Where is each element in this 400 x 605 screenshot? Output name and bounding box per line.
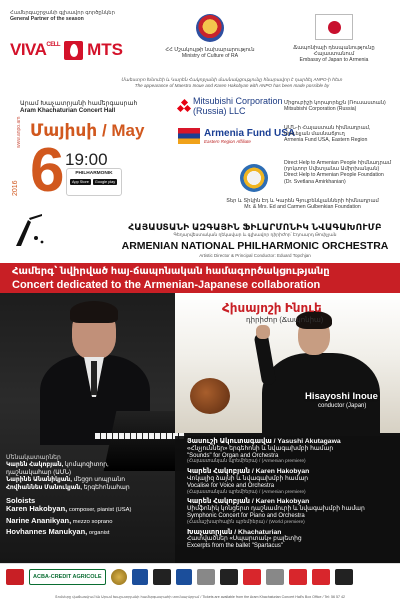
general-partner-label <box>10 10 140 22</box>
date-month: Մայիսի / May <box>30 121 145 140</box>
performers-photo-section <box>0 293 400 563</box>
dark-logo-icon <box>153 569 171 585</box>
viva-mts-logo <box>10 40 123 60</box>
orchestra-director-am: Գեղարվեստական ղեկավար և գլխավոր դիրիժոր՝ Էդուարդ Թոփչյան <box>173 232 337 237</box>
embassy-am-2: Հայաստանում <box>313 51 355 58</box>
conductor-name-en: Hisayoshi Inoue <box>305 391 378 402</box>
grey-logo-icon-2 <box>266 569 284 585</box>
general-partner-am: Համերգաշրջանի գլխավոր գործընկեր <box>10 10 115 16</box>
blue-logo-icon-2 <box>176 569 192 585</box>
poster-header <box>0 0 400 282</box>
soloist-am-1: Կարեն Հակոբյան, կոմպոզիտոր, <box>6 462 109 469</box>
hall-am: Արամ Խաչատրյանի համերգասրահ <box>20 100 138 107</box>
program-item: Կարեն Հակոբյան / Karen Hakobyan Սիմֆոնիկ կոնցերտ դաշնամուրի և նվագախմբի համար Symphonic Concert for Piano and Orchestra (Համաշխարհային պրեմիերա) / (World premiere) <box>187 498 365 525</box>
red-logo-icon-2 <box>289 569 307 585</box>
armenia-fund-usa-logo <box>178 128 295 144</box>
note-en: The appearance of Maestro Inoue and Karen Hakobyan with ANPO has been made possible by <box>134 82 330 88</box>
soloist-en-1: Karen Hakobyan, composer, pianist (USA) <box>6 504 132 514</box>
hall-en: Aram Khachaturian Concert Hall <box>20 107 116 115</box>
mitsubishi-en: Mitsubishi Corporation (Russia) <box>284 106 357 113</box>
direct-help-am: Direct Help to Armenian People հիմնադրամ <box>284 160 392 166</box>
concert-hall <box>20 100 137 115</box>
date-year: 2016 <box>12 180 19 196</box>
direct-help-en-2: (Dr. Svetlana Amirkhanian) <box>284 178 346 185</box>
grey-logo-icon <box>197 569 215 585</box>
direct-help-am-2: (դոկտոր Սվետլանա Ամիրխանյան) <box>284 166 380 173</box>
orchestra-name-am: ՀԱՅԱՍՏԱՆԻ ԱԶԳԱՅԻՆ ՖԻԼԱՐՄՈՆԻԿ ՆՎԱԳԱԽՈՒՄԲ <box>128 222 382 232</box>
viva-logo-text: $VIVA^{CELL}$ <box>10 40 61 59</box>
sponsor-footer <box>0 563 400 605</box>
general-partner-en: General Partner of the season <box>10 16 84 23</box>
philharmonik-app-box[interactable] <box>66 168 122 196</box>
soloist-en-2: Narine Ananikyan, mezzo soprano <box>6 515 113 525</box>
soloists-header-en: Soloists <box>6 496 36 506</box>
ministry-of-culture <box>160 14 260 59</box>
soloists-list <box>6 455 176 539</box>
ministry-am: ՀՀ Մշակույթի նախարարություն <box>165 47 255 53</box>
concert-time: 19:00 <box>65 150 108 169</box>
japan-flag-icon <box>315 14 353 40</box>
banner-title-am: Համերգ՝ նվիրված հայ-ճապոնական համագործակցությանը <box>12 266 330 277</box>
direct-help-emblem-icon <box>240 164 268 192</box>
conductor-role-en: conductor (Japan) <box>318 403 367 409</box>
conductor-silhouette-icon <box>12 212 48 252</box>
red-logo-icon <box>243 569 261 585</box>
gulbenkian-credit <box>210 198 395 210</box>
armenia-logo-icon <box>6 569 24 585</box>
afusa-am-1: ԱՄՆ-ի Հայաստան հիմնադրամ, <box>284 125 371 131</box>
afusa-logo-text: Armenia Fund USA Eastern Region Affiliate <box>204 127 296 144</box>
program-item: Յասուշի Ակուտագավա / Yasushi Akutagawa «Հնչյուններ» երգեհոնի և նվագախմբի համար "Sounds" for Organ and Orchestra (Հայաստանյան պրեմիերա) / (Armenian premiere) <box>187 438 341 465</box>
dark-logo-icon-2 <box>220 569 238 585</box>
google-play-badge[interactable]: Google play <box>94 180 116 184</box>
soloists-header-am: Մենակատարներ <box>6 455 61 461</box>
date-day: 6 <box>30 136 65 205</box>
sponsorship-note <box>82 77 382 88</box>
concert-program <box>175 436 400 563</box>
website-link[interactable]: www.anpo.am <box>16 116 22 148</box>
program-item: Խաչատրյան / Khachaturian Հատվածներ «Սպարտակ» բալետից Excerpts from the ballet "Spartacus" <box>187 528 302 550</box>
footer-tickets-text: Տոմսերը վաճառվում են Արամ Խաչատրյանի համերգասրահի տոմսարկղում / Tickets are available from the Aram Khachaturian Concert Hall's Box Office / Tel: 56 57 42 <box>55 595 345 599</box>
violin-shape <box>190 378 230 414</box>
mitsubishi-logo-text: Mitsubishi Corporation (Russia) LLC <box>193 96 283 116</box>
gulbenkian-am: Տեր և Տիկին Էդ և Կարեն Գյուլբենկյանների հիմնադրամ <box>226 198 379 204</box>
orchestra-director-en: Artistic Director & Principal Conductor: Eduard Topchjan <box>199 253 311 258</box>
armenia-crest-icon <box>196 14 224 42</box>
program-item: Կարեն Հակոբյան / Karen Hakobyan Վոկալիզ ձայնի և նվագախմբի համար Vocalise for Voice and Orchestra (Հայաստանյան պրեմիերա) / (Armenian premiere) <box>187 468 310 495</box>
three-diamonds-icon <box>178 100 190 112</box>
concert-title-banner <box>0 263 400 293</box>
orchestra-name-en: ARMENIAN NATIONAL PHILHARMONIC ORCHESTRA <box>121 240 389 252</box>
dark-logo-icon-3 <box>335 569 353 585</box>
banner-title-en: Concert dedicated to the Armenian-Japanese collaboration <box>12 279 321 291</box>
direct-help-en: Direct Help to Armenian People Foundation <box>284 172 384 179</box>
mitsubishi-logo <box>178 96 283 116</box>
conductor-role-am: դիրիժոր (Ճապոնիա) <box>246 317 324 324</box>
ministry-en: Ministry of Culture of RA <box>181 53 239 60</box>
conductor-hand <box>256 325 270 339</box>
acba-logo: ACBA-CREDIT AGRICOLE <box>29 569 106 585</box>
conductor-name-am: Հիսայոշի Ինուե <box>222 301 322 315</box>
soloist-en-3: Hovhannes Manukyan, organist <box>6 527 110 537</box>
afusa-credit <box>284 125 370 144</box>
app-store-badge[interactable]: App Store <box>72 180 89 184</box>
afusa-am-2: Արևելյան մասնաճյուղ <box>284 131 345 138</box>
sponsor-logo-row <box>6 569 353 585</box>
philharmonik-app-name: PHILHARMONIK <box>75 171 113 176</box>
soloist-am-1-role: դաշնակահար (ԱՄՆ) <box>6 469 71 476</box>
embassy-en: Embassy of Japan to Armenia <box>299 57 369 64</box>
mitsubishi-am: Միցուբիշի կորպորեյշն (Ռուսաստան) <box>284 100 386 106</box>
soloist-am-3: Հովհաննես Մանուկյան, երգեհոնահար <box>6 484 130 491</box>
afusa-en: Armenia Fund USA, Eastern Region <box>284 137 368 144</box>
direct-help-credit <box>284 160 391 185</box>
mts-egg-icon <box>64 41 83 60</box>
mitsubishi-credit <box>284 100 386 112</box>
armenia-flag-icon <box>178 128 200 144</box>
blue-logo-icon <box>132 569 148 585</box>
gold-seal-icon <box>111 569 127 585</box>
mts-logo-text: MTS <box>87 40 123 59</box>
embassy-am-1: Ճապոնիայի դեսպանությունը <box>293 45 375 51</box>
gulbenkian-en: Mr. & Mrs. Ed and Carmen Gulbenkian Foundation <box>244 204 361 211</box>
note-am: Մաեստրո Խնուեի և Կարեն Հակոբյանի մասնակցությունը հնարավոր է դարձել ANPO-ի հետ <box>121 77 343 82</box>
embassy-of-japan <box>282 14 386 64</box>
soloist-am-2: Նարինե Անանիկյան, մեցցո սոպրանո <box>6 477 125 484</box>
red-logo-icon-3 <box>312 569 330 585</box>
